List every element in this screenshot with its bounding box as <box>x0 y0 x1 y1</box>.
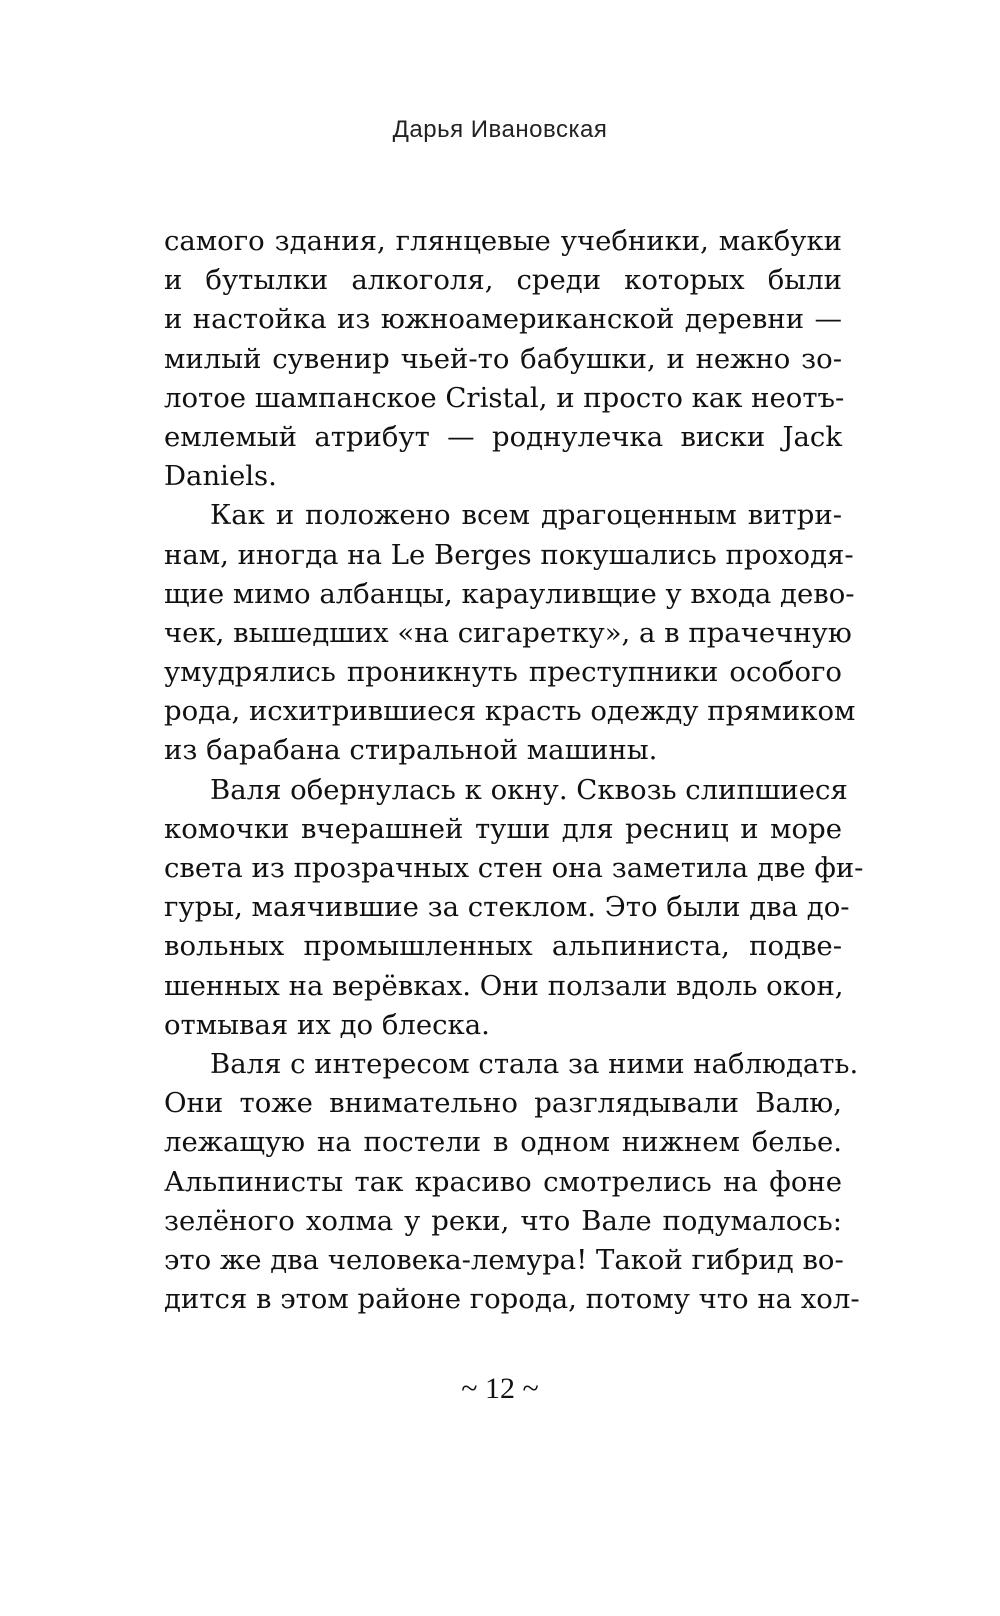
text-line: шенных на верёвках. Они ползали вдоль окон, <box>164 969 844 1002</box>
text-line: Валя с интересом стала за ними наблюдать. <box>210 1047 859 1080</box>
text-line: милый сувенир чьей-то бабушки, и нежно зо- <box>164 342 842 375</box>
text-line: из барабана стиральной машины. <box>164 734 658 767</box>
paragraph <box>164 496 856 770</box>
text-line: Альпинисты так красиво смотрелись на фоне <box>164 1165 842 1198</box>
text-line: света из прозрачных стен она заметила две фи- <box>164 852 864 884</box>
text-line: и настойка из южноамериканской деревни — <box>164 303 842 336</box>
text-line: чек, вышедших «на сигаретку», а в прачечную <box>164 616 852 649</box>
text-line: дится в этом районе города, потому что на хол- <box>164 1283 860 1316</box>
paragraph <box>164 222 845 496</box>
text-line: это же два человека-лемура! Такой гибрид во- <box>164 1243 844 1276</box>
text-line: и бутылки алкоголя, среди которых были <box>164 264 842 297</box>
paragraph <box>164 1045 860 1319</box>
text-line: Они тоже внимательно разглядывали Валю, <box>164 1087 842 1120</box>
text-line: щие мимо албанцы, карауливщие у входа дево- <box>164 577 855 610</box>
text-line: самого здания, глянцевые учебники, макбуки <box>164 225 842 257</box>
text-line: лотое шампанское Cristal, и просто как неотъ- <box>164 381 845 414</box>
text-line: Как и положено всем драгоценным витри- <box>210 499 842 532</box>
text-line: комочки вчерашней туши для ресниц и море <box>164 812 842 845</box>
text-line: нам, иногда на Le Berges покушались проходя- <box>164 538 854 571</box>
text-line: гуры, маячившие за стеклом. Это были два до- <box>164 891 850 924</box>
text-line: емлемый атрибут — роднулечка виски Jack <box>164 420 842 453</box>
text-line: зелёного холма у реки, что Вале подумалось: <box>164 1204 842 1237</box>
page-number: ~ 12 ~ <box>461 1372 539 1405</box>
text-line: рода, исхитрившиеся красть одежду прямиком <box>164 695 856 728</box>
running-head-author: Дарья Ивановская <box>392 116 608 143</box>
text-line: умудрялись проникнуть преступники особого <box>164 656 842 689</box>
text-line: вольных промышленных альпиниста, подве- <box>164 930 842 963</box>
text-line: Daniels. <box>164 460 277 493</box>
text-line: лежащую на постели в одном нижнем белье. <box>164 1126 842 1159</box>
text-line: отмывая их до блеска. <box>164 1008 490 1041</box>
paragraph <box>164 771 864 1045</box>
text-line: Валя обернулась к окну. Сквозь слипшиеся <box>210 773 848 806</box>
body-text <box>164 222 864 1319</box>
